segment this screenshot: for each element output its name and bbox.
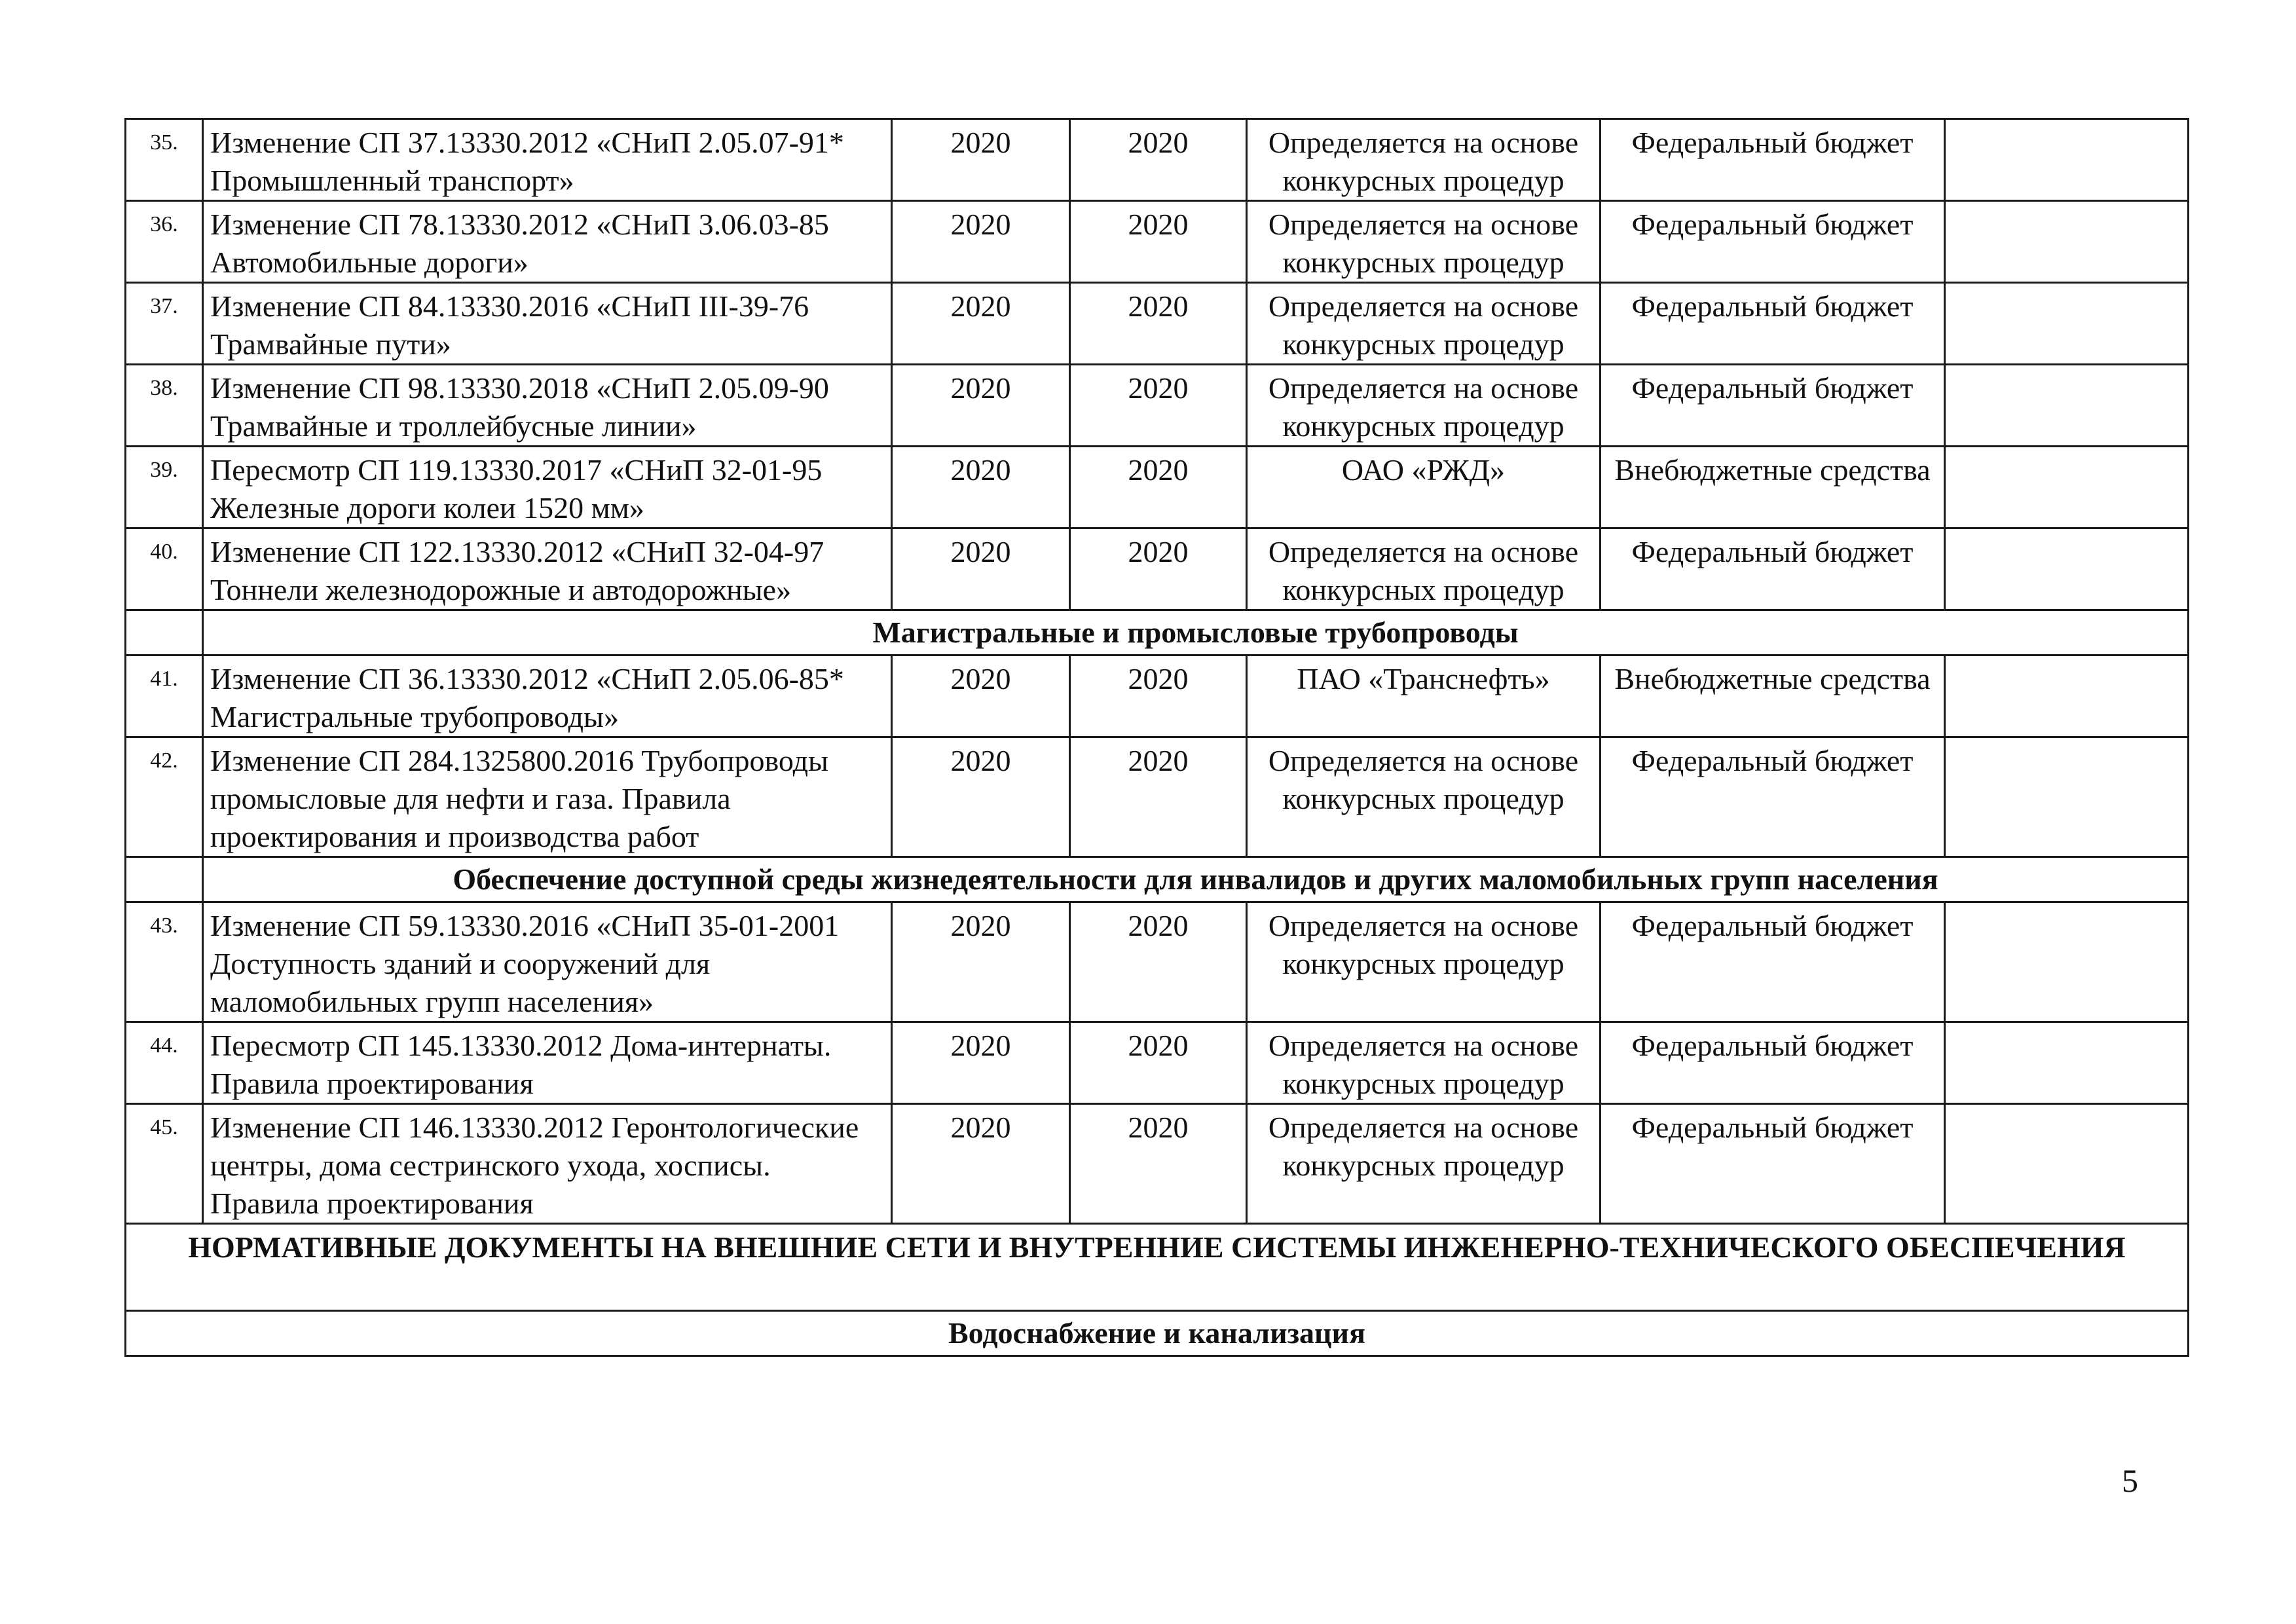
executor: ОАО «РЖД» xyxy=(1247,447,1601,528)
engineering-header-row xyxy=(126,1224,2189,1311)
end-year: 2020 xyxy=(1070,1104,1247,1224)
row-number: 42. xyxy=(126,737,203,857)
funding-source: Федеральный бюджет xyxy=(1601,902,1945,1022)
executor: Определяется на основе конкурсных процедур xyxy=(1247,1022,1601,1104)
note-cell xyxy=(1945,528,2189,610)
funding-source: Федеральный бюджет xyxy=(1601,1104,1945,1224)
end-year: 2020 xyxy=(1070,447,1247,528)
table-row xyxy=(126,1022,2189,1104)
end-year: 2020 xyxy=(1070,283,1247,365)
table-row xyxy=(126,283,2189,365)
document-title: Изменение СП 36.13330.2012 «СНиП 2.05.06-85* Магистральные трубопроводы» xyxy=(203,655,892,737)
start-year: 2020 xyxy=(892,119,1070,201)
table-row xyxy=(126,1104,2189,1224)
end-year: 2020 xyxy=(1070,737,1247,857)
end-year: 2020 xyxy=(1070,119,1247,201)
row-number: 44. xyxy=(126,1022,203,1104)
funding-source: Федеральный бюджет xyxy=(1601,119,1945,201)
note-cell xyxy=(1945,447,2189,528)
document-title: Изменение СП 98.13330.2018 «СНиП 2.05.09-90 Трамвайные и троллейбусные линии» xyxy=(203,365,892,447)
table-row xyxy=(126,737,2189,857)
note-cell xyxy=(1945,365,2189,447)
executor: Определяется на основе конкурсных процедур xyxy=(1247,201,1601,283)
document-title: Изменение СП 78.13330.2012 «СНиП 3.06.03-85 Автомобильные дороги» xyxy=(203,201,892,283)
end-year: 2020 xyxy=(1070,902,1247,1022)
executor: Определяется на основе конкурсных процедур xyxy=(1247,737,1601,857)
document-title: Изменение СП 59.13330.2016 «СНиП 35-01-2001 Доступность зданий и сооружений для маломобильных групп населения» xyxy=(203,902,892,1022)
start-year: 2020 xyxy=(892,1104,1070,1224)
funding-source: Внебюджетные средства xyxy=(1601,655,1945,737)
section-title: Обеспечение доступной среды жизнедеятельности для инвалидов и других маломобильных групп населения xyxy=(203,857,2189,902)
row-number: 45. xyxy=(126,1104,203,1224)
table-body xyxy=(126,119,2189,1224)
end-year: 2020 xyxy=(1070,655,1247,737)
executor: Определяется на основе конкурсных процедур xyxy=(1247,119,1601,201)
start-year: 2020 xyxy=(892,655,1070,737)
end-year: 2020 xyxy=(1070,528,1247,610)
note-cell xyxy=(1945,737,2189,857)
executor: Определяется на основе конкурсных процедур xyxy=(1247,902,1601,1022)
table-row xyxy=(126,365,2189,447)
funding-source: Федеральный бюджет xyxy=(1601,365,1945,447)
document-title: Изменение СП 284.1325800.2016 Трубопроводы промысловые для нефти и газа. Правила проектирования и производства работ xyxy=(203,737,892,857)
start-year: 2020 xyxy=(892,365,1070,447)
start-year: 2020 xyxy=(892,902,1070,1022)
executor: ПАО «Транснефть» xyxy=(1247,655,1601,737)
start-year: 2020 xyxy=(892,1022,1070,1104)
note-cell xyxy=(1945,655,2189,737)
note-cell xyxy=(1945,283,2189,365)
table-row xyxy=(126,902,2189,1022)
document-title: Пересмотр СП 145.13330.2012 Дома-интернаты. Правила проектирования xyxy=(203,1022,892,1104)
note-cell xyxy=(1945,1104,2189,1224)
table-row xyxy=(126,447,2189,528)
table-footer-rows xyxy=(126,1224,2189,1356)
section-title-water: Водоснабжение и канализация xyxy=(126,1311,2189,1356)
note-cell xyxy=(1945,201,2189,283)
section-num-cell xyxy=(126,857,203,902)
funding-source: Федеральный бюджет xyxy=(1601,528,1945,610)
row-number: 38. xyxy=(126,365,203,447)
section-title: Магистральные и промысловые трубопроводы xyxy=(203,610,2189,655)
row-number: 35. xyxy=(126,119,203,201)
section-num-cell xyxy=(126,610,203,655)
end-year: 2020 xyxy=(1070,1022,1247,1104)
table-row xyxy=(126,119,2189,201)
executor: Определяется на основе конкурсных процедур xyxy=(1247,528,1601,610)
funding-source: Федеральный бюджет xyxy=(1601,737,1945,857)
document-title: Пересмотр СП 119.13330.2017 «СНиП 32-01-95 Железные дороги колеи 1520 мм» xyxy=(203,447,892,528)
executor: Определяется на основе конкурсных процедур xyxy=(1247,283,1601,365)
note-cell xyxy=(1945,119,2189,201)
engineering-header: НОРМАТИВНЫЕ ДОКУМЕНТЫ НА ВНЕШНИЕ СЕТИ И ВНУТРЕННИЕ СИСТЕМЫ ИНЖЕНЕРНО-ТЕХНИЧЕСКОГО ОБЕСПЕЧЕНИЯ xyxy=(126,1224,2189,1311)
section-row xyxy=(126,857,2189,902)
end-year: 2020 xyxy=(1070,201,1247,283)
funding-source: Внебюджетные средства xyxy=(1601,447,1945,528)
funding-source: Федеральный бюджет xyxy=(1601,1022,1945,1104)
start-year: 2020 xyxy=(892,283,1070,365)
document-title: Изменение СП 37.13330.2012 «СНиП 2.05.07-91* Промышленный транспорт» xyxy=(203,119,892,201)
start-year: 2020 xyxy=(892,447,1070,528)
table-row xyxy=(126,655,2189,737)
document-title: Изменение СП 122.13330.2012 «СНиП 32-04-97 Тоннели железнодорожные и автодорожные» xyxy=(203,528,892,610)
funding-source: Федеральный бюджет xyxy=(1601,283,1945,365)
end-year: 2020 xyxy=(1070,365,1247,447)
row-number: 36. xyxy=(126,201,203,283)
section-row xyxy=(126,1311,2189,1356)
executor: Определяется на основе конкурсных процедур xyxy=(1247,1104,1601,1224)
row-number: 37. xyxy=(126,283,203,365)
document-table xyxy=(124,118,2189,1357)
table-row xyxy=(126,528,2189,610)
note-cell xyxy=(1945,1022,2189,1104)
document-title: Изменение СП 84.13330.2016 «СНиП III-39-76 Трамвайные пути» xyxy=(203,283,892,365)
section-row xyxy=(126,610,2189,655)
note-cell xyxy=(1945,902,2189,1022)
row-number: 41. xyxy=(126,655,203,737)
start-year: 2020 xyxy=(892,528,1070,610)
funding-source: Федеральный бюджет xyxy=(1601,201,1945,283)
executor: Определяется на основе конкурсных процедур xyxy=(1247,365,1601,447)
document-title: Изменение СП 146.13330.2012 Геронтологические центры, дома сестринского ухода, хосписы. Правила проектирования xyxy=(203,1104,892,1224)
page-number: 5 xyxy=(2122,1462,2138,1499)
row-number: 43. xyxy=(126,902,203,1022)
row-number: 40. xyxy=(126,528,203,610)
start-year: 2020 xyxy=(892,201,1070,283)
table-row xyxy=(126,201,2189,283)
row-number: 39. xyxy=(126,447,203,528)
start-year: 2020 xyxy=(892,737,1070,857)
